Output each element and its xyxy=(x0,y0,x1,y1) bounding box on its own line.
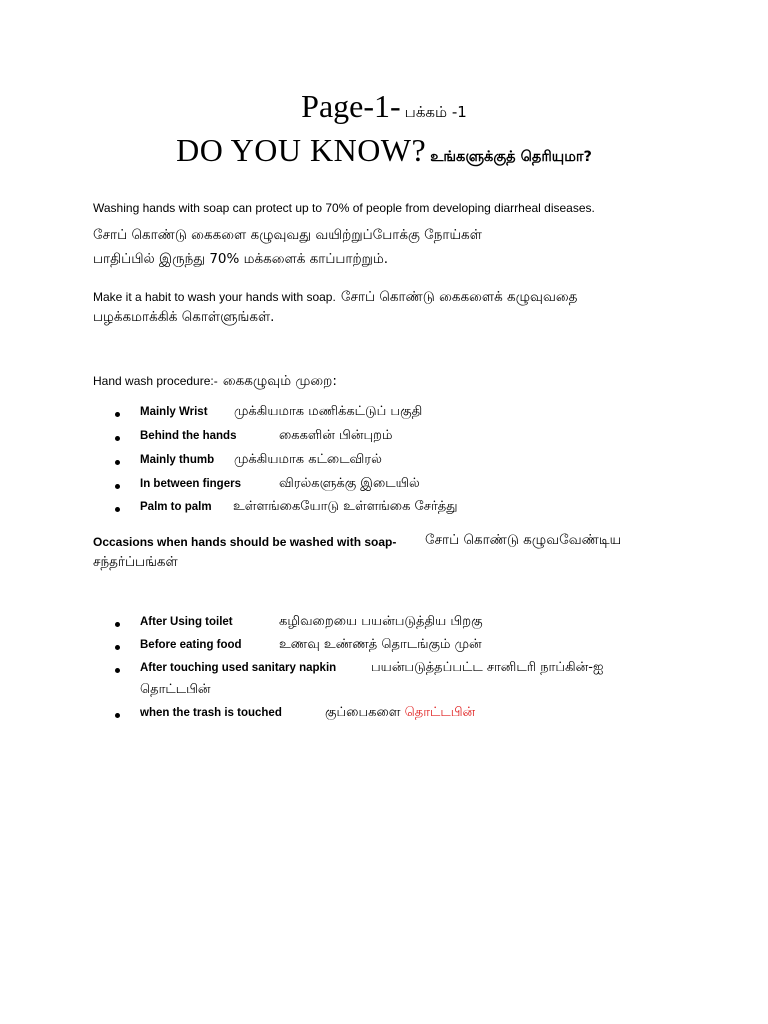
procedure-heading xyxy=(93,370,337,391)
page-label: Page-1- xyxy=(301,88,401,124)
list-item-tamil-continued: தொட்டபின் xyxy=(140,682,211,697)
list-item-tamil: பயன்படுத்தப்பட்ட சானிடரி நாப்கின்-ஐ xyxy=(371,660,604,675)
intro-english: Washing hands with soap can protect up to 70% of people from developing diarrheal diseases. xyxy=(93,201,595,215)
list-item-tamil: கைகளின் பின்புறம் xyxy=(279,428,393,443)
bullet-icon xyxy=(115,484,120,489)
occasions-heading-tamil-line2: சந்தர்ப்பங்கள் xyxy=(93,554,178,570)
list-item-tamil: உணவு உண்ணத் தொடங்கும் முன் xyxy=(279,637,482,652)
main-heading xyxy=(0,132,768,169)
bullet-icon xyxy=(115,460,120,465)
habit-english: Make it a habit to wash your hands with soap. xyxy=(93,290,336,304)
list-item-english: After touching used sanitary napkin xyxy=(140,662,337,674)
list-item-tamil: கழிவறையை பயன்படுத்திய பிறகு xyxy=(279,614,483,629)
intro-tamil-line2: பாதிப்பில் இருந்து 70% மக்களைக் காப்பாற்றும். xyxy=(93,251,389,267)
heading-tamil: உங்களுக்குத் தெரியுமா? xyxy=(430,149,592,165)
occasions-heading-english: Occasions when hands should be washed with soap- xyxy=(93,535,397,549)
procedure-heading-english: Hand wash procedure:- xyxy=(93,374,218,388)
bullet-icon xyxy=(115,645,120,650)
list-item-english: After Using toilet xyxy=(140,616,233,628)
bullet-icon xyxy=(115,668,120,673)
list-item-english: Behind the hands xyxy=(140,430,237,442)
habit-line1 xyxy=(93,286,577,307)
list-item-tamil: உள்ளங்கையோடு உள்ளங்கை சேர்த்து xyxy=(233,499,458,514)
list-item-english: Palm to palm xyxy=(140,501,212,513)
list-item-english: Before eating food xyxy=(140,639,242,651)
list-item-tamil: விரல்களுக்கு இடையில் xyxy=(279,476,420,491)
list-item-english: when the trash is touched xyxy=(140,707,282,719)
bullet-icon xyxy=(115,412,120,417)
list-item-english: In between fingers xyxy=(140,478,241,490)
list-item-english: Mainly Wrist xyxy=(140,406,208,418)
procedure-heading-tamil: கைகழுவும் முறை: xyxy=(222,373,337,389)
list-item-tamil xyxy=(325,705,475,721)
heading-english: DO YOU KNOW? xyxy=(176,132,427,168)
bullet-icon xyxy=(115,507,120,512)
list-item-tamil-text: குப்பைகளை xyxy=(325,705,401,720)
bullet-icon xyxy=(115,436,120,441)
intro-tamil-line1: சோப் கொண்டு கைகளை கழுவுவது வயிற்றுப்போக்கு நோய்கள் xyxy=(93,227,482,243)
highlighted-text: தொட்டபின் xyxy=(404,705,476,720)
bullet-icon xyxy=(115,622,120,627)
habit-tamil-line2: பழக்கமாக்கிக் கொள்ளுங்கள். xyxy=(93,309,275,325)
bullet-icon xyxy=(115,713,120,718)
list-item-english: Mainly thumb xyxy=(140,454,215,466)
page-label-tamil: பக்கம் -1 xyxy=(404,103,467,121)
page-title xyxy=(0,88,768,125)
list-item-tamil: முக்கியமாக மணிக்கட்டுப் பகுதி xyxy=(234,404,423,419)
occasions-heading-tamil-line1: சோப் கொண்டு கழுவவேண்டிய xyxy=(425,532,622,548)
habit-tamil-line1: சோப் கொண்டு கைகளைக் கழுவுவதை xyxy=(340,289,578,305)
list-item-tamil: முக்கியமாக கட்டைவிரல் xyxy=(234,452,382,467)
